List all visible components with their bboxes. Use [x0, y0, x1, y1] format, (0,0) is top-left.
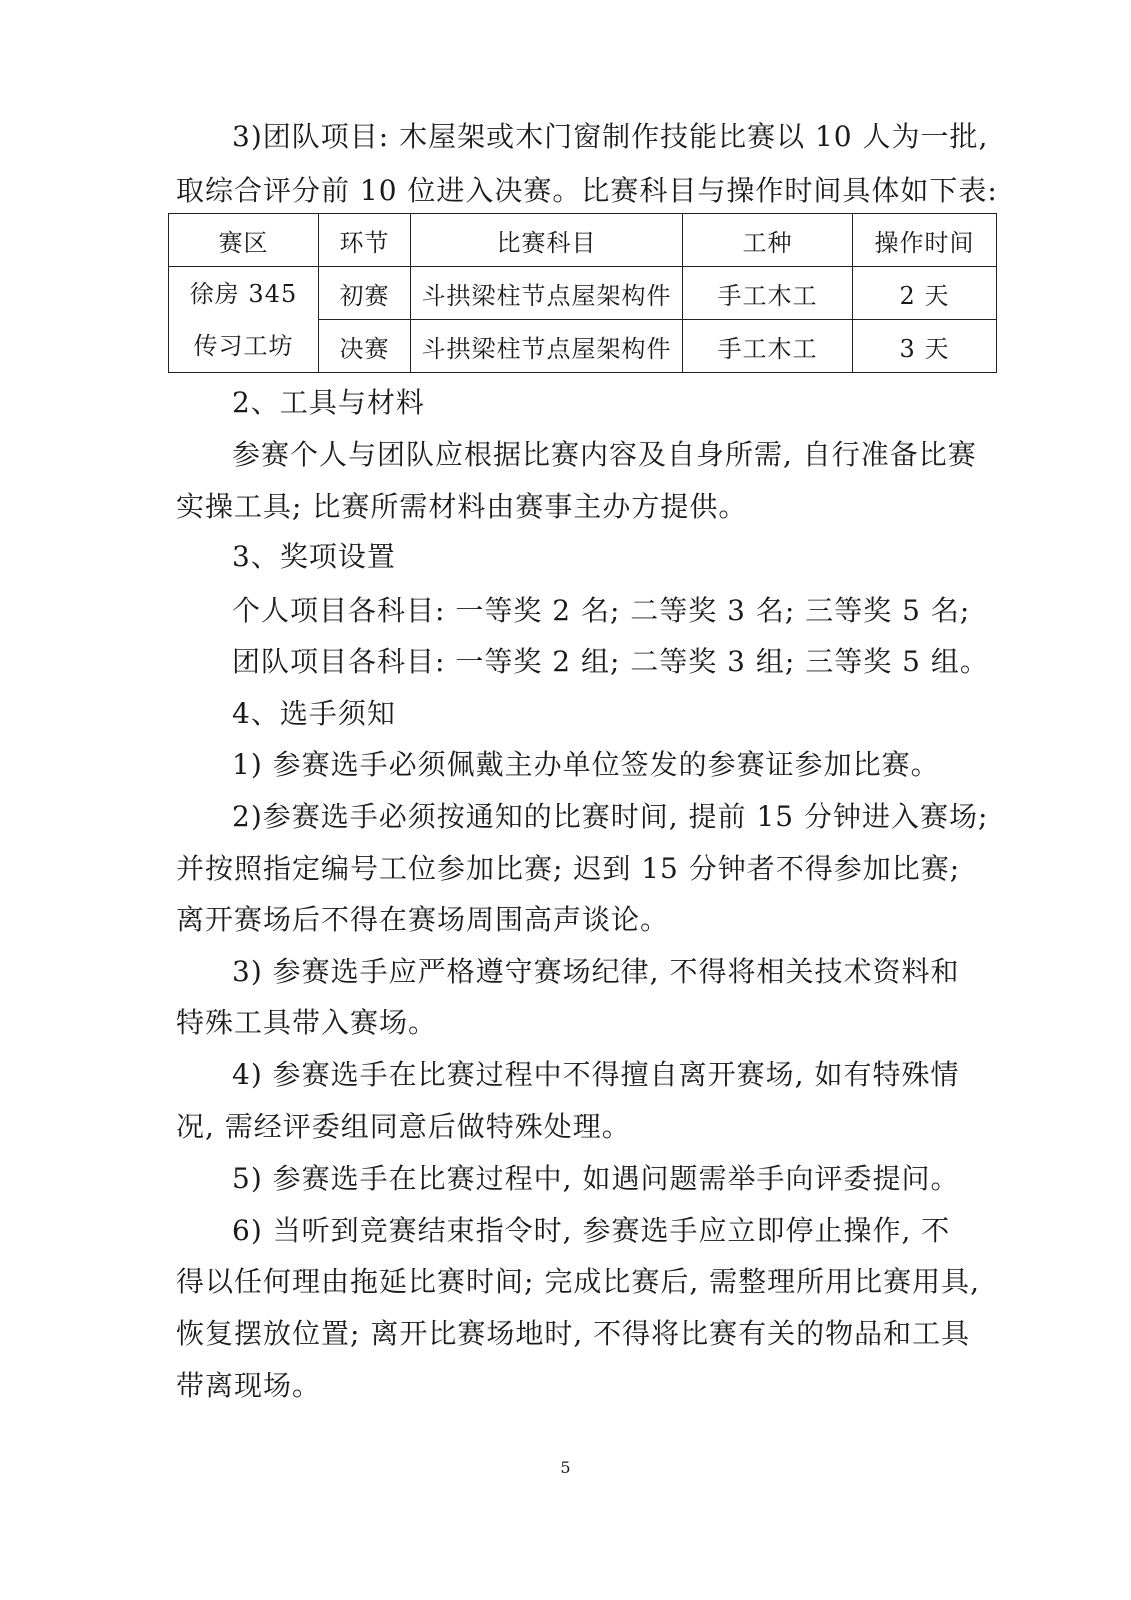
stage-cell: 决赛 [319, 320, 411, 373]
notice-item-6-line-4: 带离现场。 [176, 1369, 322, 1402]
notice-item-1: 1) 参赛选手必须佩戴主办单位签发的参赛证参加比赛。 [232, 748, 940, 781]
notice-item-3-line-2: 特殊工具带入赛场。 [176, 1006, 438, 1039]
notice-item-2-line-3: 离开赛场后不得在赛场周围高声谈论。 [176, 903, 670, 936]
trade-cell: 手工木工 [683, 267, 853, 320]
subject-cell: 斗拱梁柱节点屋架构件 [411, 320, 683, 373]
stage-cell: 初赛 [319, 267, 411, 320]
header-venue: 赛区 [169, 214, 319, 267]
notice-item-3-line-1: 3) 参赛选手应严格遵守赛场纪律, 不得将相关技术资料和 [232, 955, 960, 988]
time-cell: 3 天 [853, 320, 997, 373]
trade-cell: 手工木工 [683, 320, 853, 373]
notice-item-2-line-2: 并按照指定编号工位参加比赛; 迟到 15 分钟者不得参加比赛; [176, 852, 961, 885]
notice-item-5: 5) 参赛选手在比赛过程中, 如遇问题需举手向评委提问。 [232, 1162, 960, 1195]
notice-item-6-line-1: 6) 当听到竞赛结束指令时, 参赛选手应立即停止操作, 不 [232, 1214, 951, 1247]
tools-line-2: 实操工具; 比赛所需材料由赛事主办方提供。 [176, 490, 748, 523]
notice-heading: 4、选手须知 [232, 697, 396, 730]
venue-line-2: 传习工坊 [193, 331, 294, 360]
venue-line-1: 徐房 345 [189, 279, 298, 308]
intro-line-1: 3)团队项目: 木屋架或木门窗制作技能比赛以 10 人为一批, [232, 120, 989, 153]
subject-cell: 斗拱梁柱节点屋架构件 [411, 267, 683, 320]
page-number: 5 [560, 1458, 571, 1477]
awards-team: 团队项目各科目: 一等奖 2 组; 二等奖 3 组; 三等奖 5 组。 [232, 645, 989, 678]
intro-line-2: 取综合评分前 10 位进入决赛。比赛科目与操作时间具体如下表: [176, 174, 998, 207]
header-stage: 环节 [319, 214, 411, 267]
header-time: 操作时间 [853, 214, 997, 267]
time-cell: 2 天 [853, 267, 997, 320]
header-trade: 工种 [683, 214, 853, 267]
awards-individual: 个人项目各科目: 一等奖 2 名; 二等奖 3 名; 三等奖 5 名; [232, 594, 971, 627]
table-row [169, 267, 997, 320]
notice-item-6-line-2: 得以任何理由拖延比赛时间; 完成比赛后, 需整理所用比赛用具, [176, 1265, 981, 1298]
notice-item-4-line-1: 4) 参赛选手在比赛过程中不得擅自离开赛场, 如有特殊情 [232, 1058, 960, 1091]
notice-item-6-line-3: 恢复摆放位置; 离开比赛场地时, 不得将比赛有关的物品和工具 [176, 1317, 971, 1350]
tools-heading: 2、工具与材料 [232, 386, 425, 419]
awards-heading: 3、奖项设置 [232, 540, 396, 573]
table-header-row [169, 214, 997, 267]
tools-line-1: 参赛个人与团队应根据比赛内容及自身所需, 自行准备比赛 [232, 438, 977, 471]
header-subject: 比赛科目 [411, 214, 683, 267]
venue-cell [169, 267, 319, 373]
schedule-table [168, 213, 997, 373]
notice-item-2-line-1: 2)参赛选手必须按通知的比赛时间, 提前 15 分钟进入赛场; [232, 800, 989, 833]
notice-item-4-line-2: 况, 需经评委组同意后做特殊处理。 [176, 1110, 631, 1143]
